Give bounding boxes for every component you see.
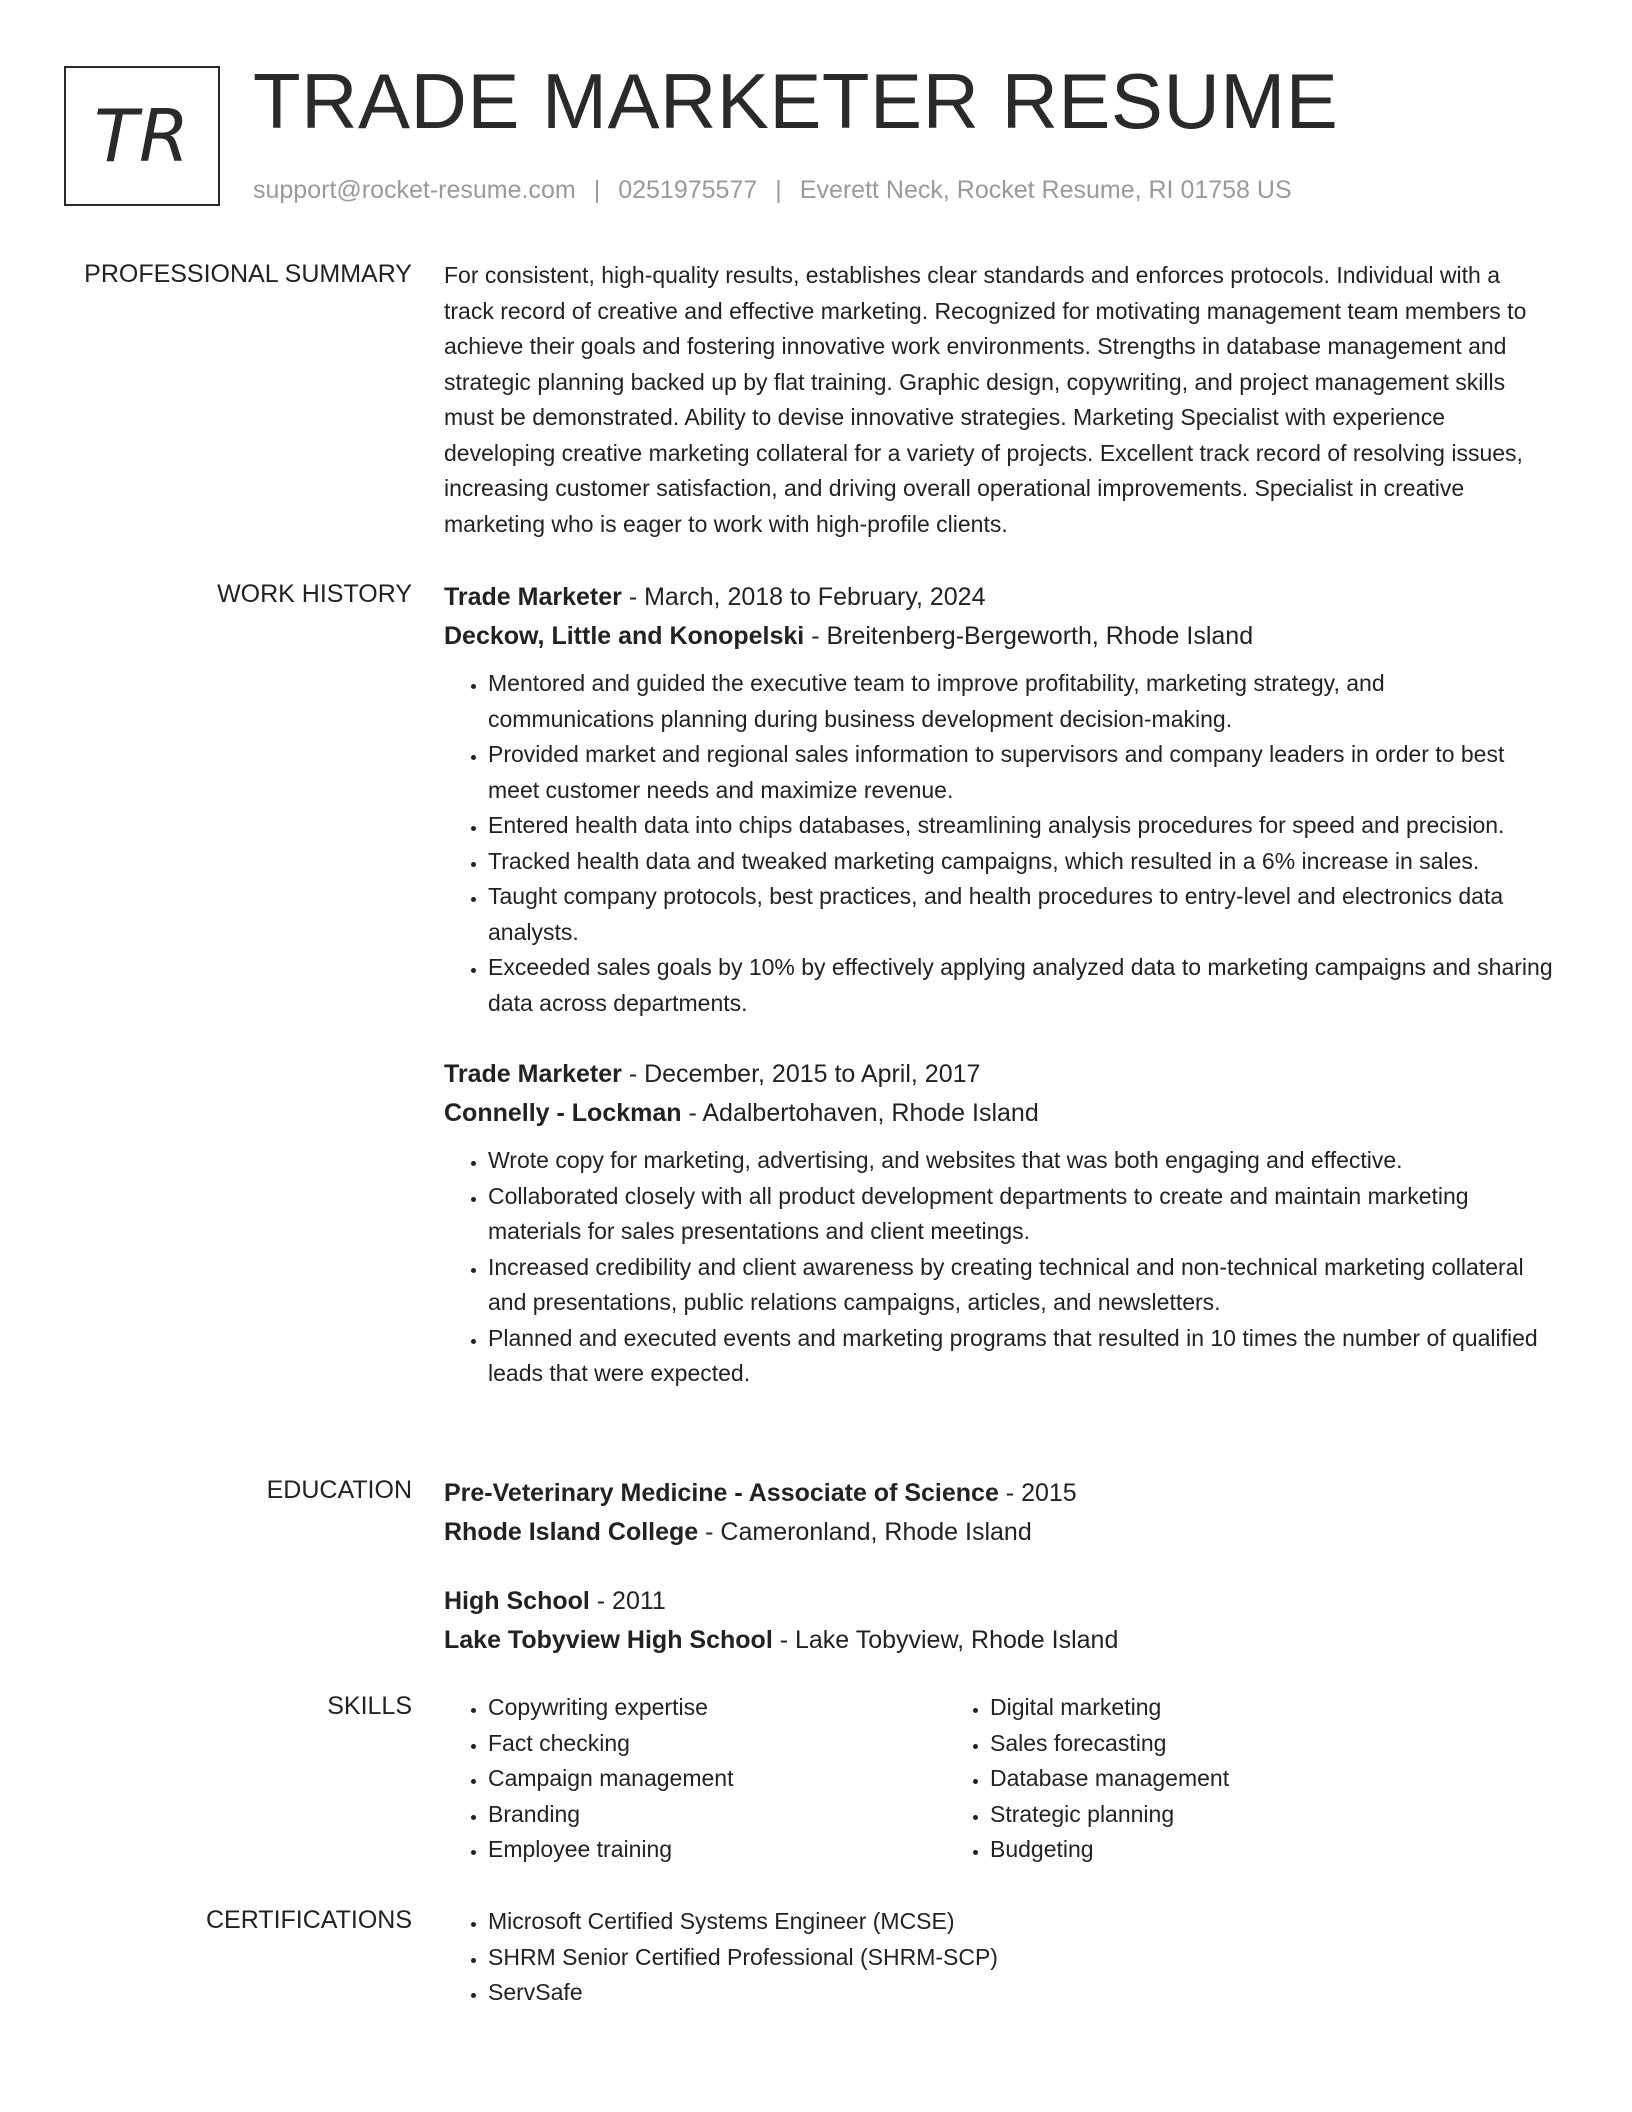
education-entry (444, 1582, 1556, 1660)
list-item: • Microsoft Certified Systems Engineer (MCSE) (488, 1904, 1556, 1940)
list-item: • Campaign management (488, 1761, 946, 1797)
list-item: • Tracked health data and tweaked marketing campaigns, which resulted in a 6% increase in sales. (488, 844, 1556, 880)
list-item: • Branding (488, 1797, 946, 1833)
job-company-line (444, 1094, 1556, 1133)
skills-column-1 (444, 1690, 946, 1868)
degree-year: - 2011 (589, 1587, 666, 1615)
contact-separator: | (593, 176, 601, 204)
section-label-education: EDUCATION (266, 1476, 412, 1504)
skills-columns (444, 1690, 1556, 1868)
contact-separator: | (775, 176, 782, 204)
section-label-skills: SKILLS (327, 1692, 412, 1720)
education-entry (444, 1474, 1556, 1552)
list-item: • Increased credibility and client awareness by creating technical and non-technical marketing collateral and presentations, public relations campaigns, articles, and newsletters. (488, 1250, 1556, 1321)
job-title: Trade Marketer (444, 583, 622, 611)
school-location: - Lake Tobyview, Rhode Island (772, 1626, 1119, 1654)
school-line (444, 1513, 1556, 1552)
list-item: • Sales forecasting (990, 1726, 1448, 1762)
list-item: • Database management (990, 1761, 1448, 1797)
list-item: • Strategic planning (990, 1797, 1448, 1833)
list-item: • Employee training (488, 1832, 946, 1868)
school: Lake Tobyview High School (444, 1626, 773, 1654)
degree-line (444, 1474, 1556, 1513)
school: Rhode Island College (444, 1518, 699, 1546)
job-location: - Breitenberg-Bergeworth, Rhode Island (804, 622, 1254, 650)
section-label-certifications: CERTIFICATIONS (205, 1906, 412, 1934)
contact-address: Everett Neck, Rocket Resume, RI 01758 US (799, 176, 1292, 204)
job-title-line (444, 578, 1556, 617)
skills-column-2 (946, 1690, 1448, 1868)
school-line (444, 1621, 1556, 1660)
job-bullets (444, 666, 1556, 1021)
job-dates: - March, 2018 to February, 2024 (621, 583, 986, 611)
list-item: • ServSafe (488, 1975, 1556, 2011)
job-title: Trade Marketer (444, 1060, 622, 1088)
list-item: • Wrote copy for marketing, advertising, and websites that was both engaging and effective. (488, 1143, 1556, 1179)
job-company: Deckow, Little and Konopelski (444, 622, 805, 650)
contact-email: support@rocket-resume.com (253, 176, 576, 204)
list-item: • SHRM Senior Certified Professional (SHRM-SCP) (488, 1940, 1556, 1976)
resume-title: TRADE MARKETER RESUME (253, 57, 1339, 145)
contact-phone: 0251975577 (618, 176, 758, 204)
job-location: - Adalbertohaven, Rhode Island (681, 1099, 1039, 1127)
list-item: • Copywriting expertise (488, 1690, 946, 1726)
list-item: • Mentored and guided the executive team to improve profitability, marketing strategy, and communications planning during business development decision-making. (488, 666, 1556, 737)
job-title-line (444, 1055, 1556, 1094)
section-label-summary: PROFESSIONAL SUMMARY (84, 260, 412, 288)
contact-line (253, 174, 1292, 206)
list-item: • Budgeting (990, 1832, 1448, 1868)
job-company: Connelly - Lockman (444, 1099, 682, 1127)
list-item: • Exceeded sales goals by 10% by effectively applying analyzed data to marketing campaigns and sharing data across departments. (488, 950, 1556, 1021)
list-item: • Digital marketing (990, 1690, 1448, 1726)
list-item: • Fact checking (488, 1726, 946, 1762)
certifications-list (444, 1904, 1556, 2011)
monogram-box (64, 66, 220, 206)
section-label-work: WORK HISTORY (217, 580, 412, 608)
school-location: - Cameronland, Rhode Island (698, 1518, 1032, 1546)
job-company-line (444, 617, 1556, 656)
list-item: • Planned and executed events and marketing programs that resulted in 10 times the number of qualified leads that were expected. (488, 1321, 1556, 1392)
list-item: • Entered health data into chips databases, streamlining analysis procedures for speed and precision. (488, 808, 1556, 844)
job-bullets (444, 1143, 1556, 1392)
job-entry (444, 1055, 1556, 1392)
degree-line (444, 1582, 1556, 1621)
job-entry (444, 578, 1556, 1021)
degree-year: - 2015 (998, 1479, 1077, 1507)
degree: Pre-Veterinary Medicine - Associate of Science (444, 1479, 999, 1507)
degree: High School (444, 1587, 590, 1615)
monogram-text: TR (93, 94, 190, 178)
list-item: • Taught company protocols, best practices, and health procedures to entry-level and electronics data analysts. (488, 879, 1556, 950)
list-item: • Provided market and regional sales information to supervisors and company leaders in order to best meet customer needs and maximize revenue. (488, 737, 1556, 808)
job-dates: - December, 2015 to April, 2017 (621, 1060, 981, 1088)
list-item: • Collaborated closely with all product development departments to create and maintain marketing materials for sales presentations and client meetings. (488, 1179, 1556, 1250)
summary-text: For consistent, high-quality results, establishes clear standards and enforces protocols. Individual with a track record of creative and effective marketing. Recognized for motivating management team members to achieve their goals and fostering innovative work environments. Strengths in database management and strategic planning backed up by flat training. Graphic design, copywriting, and project management skills must be demonstrated. Ability to devise innovative strategies. Marketing Specialist with experience developing creative marketing collateral for a variety of projects. Excellent track record of resolving issues, increasing customer satisfaction, and driving overall operational improvements. Specialist in creative marketing who is eager to work with high-profile clients. (444, 262, 1527, 537)
